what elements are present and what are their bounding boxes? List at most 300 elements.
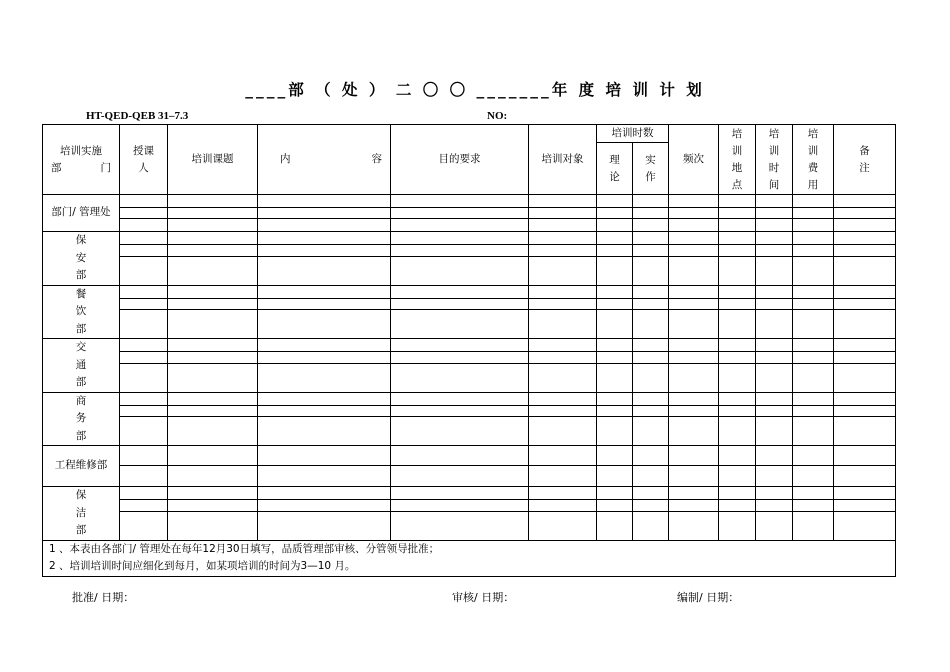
table-cell[interactable] xyxy=(120,466,168,487)
table-cell[interactable] xyxy=(669,511,719,540)
header-practice-text: 实作 xyxy=(645,153,656,183)
table-cell[interactable] xyxy=(834,310,896,339)
table-row xyxy=(43,256,896,285)
table-cell[interactable] xyxy=(258,500,391,511)
table-cell[interactable] xyxy=(168,352,258,363)
table-cell[interactable] xyxy=(258,363,391,392)
header-dept-char-a: 部 xyxy=(51,161,62,174)
table-cell[interactable] xyxy=(597,466,633,487)
dept-name: 保洁部 xyxy=(75,489,87,536)
table-cell[interactable] xyxy=(719,219,756,232)
table-cell[interactable] xyxy=(756,339,793,352)
header-remarks-text: 备注 xyxy=(859,144,870,174)
table-cell[interactable] xyxy=(529,339,597,352)
header-cost xyxy=(793,125,834,195)
table-cell[interactable] xyxy=(597,511,633,540)
table-cell[interactable] xyxy=(756,208,793,219)
table-row xyxy=(43,363,896,392)
table-cell[interactable] xyxy=(834,363,896,392)
table-cell[interactable] xyxy=(597,405,633,416)
header-dept-char-b: 门 xyxy=(100,161,111,174)
dept-cell xyxy=(43,487,120,541)
table-cell[interactable] xyxy=(834,298,896,309)
table-row xyxy=(43,339,896,352)
table-cell[interactable] xyxy=(669,446,719,466)
header-target-text: 培训对象 xyxy=(541,153,584,165)
table-cell[interactable] xyxy=(120,487,168,500)
table-cell[interactable] xyxy=(168,285,258,298)
table-cell[interactable] xyxy=(597,417,633,446)
table-cell[interactable] xyxy=(793,392,834,405)
dept-cell xyxy=(43,285,120,339)
table-cell[interactable] xyxy=(391,417,529,446)
table-cell[interactable] xyxy=(756,298,793,309)
table-cell[interactable] xyxy=(756,219,793,232)
table-cell[interactable] xyxy=(391,245,529,256)
table-cell[interactable] xyxy=(168,195,258,208)
table-cell[interactable] xyxy=(793,511,834,540)
table-cell[interactable] xyxy=(597,500,633,511)
table-cell[interactable] xyxy=(633,208,669,219)
table-cell[interactable] xyxy=(793,487,834,500)
table-cell[interactable] xyxy=(756,446,793,466)
table-cell[interactable] xyxy=(529,405,597,416)
dept-name: 保安部 xyxy=(75,234,87,281)
table-cell[interactable] xyxy=(391,352,529,363)
table-cell[interactable] xyxy=(391,298,529,309)
table-cell[interactable] xyxy=(391,405,529,416)
table-cell[interactable] xyxy=(719,417,756,446)
table-cell[interactable] xyxy=(633,392,669,405)
table-cell[interactable] xyxy=(120,285,168,298)
table-cell[interactable] xyxy=(756,392,793,405)
table-cell[interactable] xyxy=(756,352,793,363)
table-cell[interactable] xyxy=(168,232,258,245)
table-cell[interactable] xyxy=(633,195,669,208)
table-cell[interactable] xyxy=(529,466,597,487)
table-cell[interactable] xyxy=(793,363,834,392)
table-cell[interactable] xyxy=(669,232,719,245)
table-cell[interactable] xyxy=(168,310,258,339)
dept-cell xyxy=(43,232,120,286)
table-cell[interactable] xyxy=(834,256,896,285)
table-cell[interactable] xyxy=(391,392,529,405)
table-cell[interactable] xyxy=(719,195,756,208)
table-cell[interactable] xyxy=(168,256,258,285)
table-cell[interactable] xyxy=(633,256,669,285)
table-cell[interactable] xyxy=(719,405,756,416)
table-cell[interactable] xyxy=(756,245,793,256)
table-cell[interactable] xyxy=(120,511,168,540)
table-cell[interactable] xyxy=(529,232,597,245)
table-cell[interactable] xyxy=(756,511,793,540)
table-cell[interactable] xyxy=(597,256,633,285)
table-cell[interactable] xyxy=(529,298,597,309)
table-cell[interactable] xyxy=(120,446,168,466)
table-cell[interactable] xyxy=(258,339,391,352)
table-cell[interactable] xyxy=(834,339,896,352)
table-cell[interactable] xyxy=(719,339,756,352)
table-cell[interactable] xyxy=(793,339,834,352)
table-cell[interactable] xyxy=(258,256,391,285)
table-cell[interactable] xyxy=(834,487,896,500)
table-cell[interactable] xyxy=(258,405,391,416)
table-cell[interactable] xyxy=(529,256,597,285)
header-theory-text: 理论 xyxy=(609,153,620,183)
table-cell[interactable] xyxy=(793,256,834,285)
table-cell[interactable] xyxy=(756,256,793,285)
table-cell[interactable] xyxy=(120,232,168,245)
dept-cell xyxy=(43,446,120,487)
table-cell[interactable] xyxy=(120,298,168,309)
table-cell[interactable] xyxy=(120,219,168,232)
table-cell[interactable] xyxy=(669,405,719,416)
table-cell[interactable] xyxy=(258,352,391,363)
table-cell[interactable] xyxy=(258,208,391,219)
table-cell[interactable] xyxy=(391,511,529,540)
table-cell[interactable] xyxy=(669,208,719,219)
table-cell[interactable] xyxy=(258,417,391,446)
table-cell[interactable] xyxy=(120,417,168,446)
table-cell[interactable] xyxy=(168,208,258,219)
dept-name: 商务部 xyxy=(75,394,87,442)
table-cell[interactable] xyxy=(834,446,896,466)
note-text: 1 、本表由各部门/ 管理处在每年12月30日填写，品质管理部审核、分管领导批准； xyxy=(43,540,896,558)
table-cell[interactable] xyxy=(529,487,597,500)
table-cell[interactable] xyxy=(669,487,719,500)
table-cell[interactable] xyxy=(120,405,168,416)
table-cell[interactable] xyxy=(669,352,719,363)
table-cell[interactable] xyxy=(834,208,896,219)
table-cell[interactable] xyxy=(633,352,669,363)
table-cell[interactable] xyxy=(756,466,793,487)
table-cell[interactable] xyxy=(834,232,896,245)
table-cell[interactable] xyxy=(834,405,896,416)
table-cell[interactable] xyxy=(633,417,669,446)
training-plan-table xyxy=(42,124,896,577)
review-date-label: 审核/ 日期： xyxy=(452,591,515,604)
table-cell[interactable] xyxy=(391,487,529,500)
table-cell[interactable] xyxy=(258,219,391,232)
table-cell[interactable] xyxy=(719,363,756,392)
table-cell[interactable] xyxy=(719,392,756,405)
table-cell[interactable] xyxy=(633,363,669,392)
table-cell[interactable] xyxy=(258,195,391,208)
table-cell[interactable] xyxy=(258,310,391,339)
table-cell[interactable] xyxy=(669,339,719,352)
table-cell[interactable] xyxy=(756,417,793,446)
table-cell[interactable] xyxy=(834,466,896,487)
header-time-text: 培训时间 xyxy=(768,127,780,191)
table-row xyxy=(43,487,896,500)
table-cell[interactable] xyxy=(793,232,834,245)
table-cell[interactable] xyxy=(168,487,258,500)
table-cell[interactable] xyxy=(633,405,669,416)
table-row xyxy=(43,219,896,232)
table-cell[interactable] xyxy=(793,285,834,298)
table-row xyxy=(43,285,896,298)
header-row xyxy=(43,125,896,143)
table-cell[interactable] xyxy=(391,446,529,466)
table-cell[interactable] xyxy=(120,392,168,405)
header-cost-text: 培训费用 xyxy=(807,127,819,191)
table-cell[interactable] xyxy=(168,500,258,511)
header-time xyxy=(756,125,793,195)
table-cell[interactable] xyxy=(391,500,529,511)
dept-cell xyxy=(43,195,120,232)
table-cell[interactable] xyxy=(120,208,168,219)
table-cell[interactable] xyxy=(597,392,633,405)
table-cell[interactable] xyxy=(793,298,834,309)
table-cell[interactable] xyxy=(597,310,633,339)
header-content-char-a: 内 xyxy=(280,153,291,165)
table-cell[interactable] xyxy=(669,298,719,309)
table-row xyxy=(43,500,896,511)
table-cell[interactable] xyxy=(168,405,258,416)
table-cell[interactable] xyxy=(391,339,529,352)
table-cell[interactable] xyxy=(793,310,834,339)
table-cell[interactable] xyxy=(633,245,669,256)
table-cell[interactable] xyxy=(719,256,756,285)
table-row xyxy=(43,298,896,309)
table-cell[interactable] xyxy=(597,208,633,219)
table-cell[interactable] xyxy=(529,392,597,405)
table-row xyxy=(43,245,896,256)
table-cell[interactable] xyxy=(168,392,258,405)
form-code: HT-QED-QEB 31–7.3 xyxy=(86,110,189,122)
table-cell[interactable] xyxy=(529,195,597,208)
table-cell[interactable] xyxy=(719,352,756,363)
table-cell[interactable] xyxy=(597,339,633,352)
table-cell[interactable] xyxy=(258,511,391,540)
table-cell[interactable] xyxy=(391,256,529,285)
table-cell[interactable] xyxy=(633,466,669,487)
table-cell[interactable] xyxy=(633,298,669,309)
table-cell[interactable] xyxy=(793,245,834,256)
table-cell[interactable] xyxy=(529,500,597,511)
table-cell[interactable] xyxy=(834,500,896,511)
table-cell[interactable] xyxy=(756,232,793,245)
table-cell[interactable] xyxy=(597,298,633,309)
table-cell[interactable] xyxy=(834,392,896,405)
table-cell[interactable] xyxy=(756,487,793,500)
table-cell[interactable] xyxy=(120,363,168,392)
dept-cell xyxy=(43,339,120,393)
table-cell[interactable] xyxy=(120,195,168,208)
table-cell[interactable] xyxy=(669,392,719,405)
table-cell[interactable] xyxy=(168,363,258,392)
table-cell[interactable] xyxy=(529,417,597,446)
table-cell[interactable] xyxy=(120,339,168,352)
table-cell[interactable] xyxy=(633,339,669,352)
table-cell[interactable] xyxy=(669,219,719,232)
table-cell[interactable] xyxy=(529,446,597,466)
table-cell[interactable] xyxy=(168,417,258,446)
table-cell[interactable] xyxy=(834,195,896,208)
note-text: 2 、培训培训时间应细化到每月，如某项培训的时间为3—10 月。 xyxy=(43,558,896,576)
table-cell[interactable] xyxy=(756,195,793,208)
table-cell[interactable] xyxy=(120,352,168,363)
table-cell[interactable] xyxy=(756,500,793,511)
table-cell[interactable] xyxy=(793,500,834,511)
table-cell[interactable] xyxy=(669,417,719,446)
header-location-text: 培训地点 xyxy=(731,127,743,191)
table-cell[interactable] xyxy=(756,285,793,298)
table-cell[interactable] xyxy=(258,245,391,256)
table-cell[interactable] xyxy=(633,487,669,500)
table-cell[interactable] xyxy=(633,446,669,466)
header-purpose: 目的要求 xyxy=(391,125,529,195)
table-cell[interactable] xyxy=(669,310,719,339)
table-cell[interactable] xyxy=(258,392,391,405)
table-cell[interactable] xyxy=(597,363,633,392)
header-dept xyxy=(43,125,120,195)
table-row xyxy=(43,511,896,540)
form-number-label: NO: xyxy=(487,110,508,122)
table-cell[interactable] xyxy=(391,208,529,219)
table-cell[interactable] xyxy=(633,232,669,245)
table-cell[interactable] xyxy=(719,298,756,309)
table-cell[interactable] xyxy=(719,245,756,256)
table-cell[interactable] xyxy=(793,466,834,487)
table-cell[interactable] xyxy=(633,285,669,298)
table-cell[interactable] xyxy=(719,511,756,540)
table-cell[interactable] xyxy=(793,417,834,446)
table-cell[interactable] xyxy=(793,405,834,416)
table-cell[interactable] xyxy=(834,219,896,232)
table-cell[interactable] xyxy=(793,219,834,232)
page-title: ____部 （ 处 ） 二 〇 〇 _______年 度 培 训 计 划 xyxy=(245,81,705,99)
table-cell[interactable] xyxy=(719,446,756,466)
header-content xyxy=(258,125,391,195)
table-cell[interactable] xyxy=(258,487,391,500)
approve-date-label: 批准/ 日期： xyxy=(72,591,135,604)
header-topic: 培训课题 xyxy=(168,125,258,195)
note-row xyxy=(43,540,896,558)
table-cell[interactable] xyxy=(120,245,168,256)
table-cell[interactable] xyxy=(597,446,633,466)
table-cell[interactable] xyxy=(669,466,719,487)
table-row xyxy=(43,195,896,208)
table-cell[interactable] xyxy=(793,195,834,208)
table-cell[interactable] xyxy=(391,285,529,298)
table-cell[interactable] xyxy=(391,310,529,339)
table-cell[interactable] xyxy=(529,511,597,540)
table-cell[interactable] xyxy=(258,285,391,298)
table-cell[interactable] xyxy=(669,195,719,208)
header-theory xyxy=(597,143,633,195)
table-cell[interactable] xyxy=(719,466,756,487)
table-cell[interactable] xyxy=(834,511,896,540)
table-cell[interactable] xyxy=(597,285,633,298)
table-cell[interactable] xyxy=(168,219,258,232)
table-row xyxy=(43,446,896,466)
table-cell[interactable] xyxy=(756,363,793,392)
table-cell[interactable] xyxy=(529,310,597,339)
table-cell[interactable] xyxy=(168,339,258,352)
table-cell[interactable] xyxy=(669,285,719,298)
table-cell[interactable] xyxy=(756,405,793,416)
table-cell[interactable] xyxy=(529,285,597,298)
table-cell[interactable] xyxy=(168,511,258,540)
table-cell[interactable] xyxy=(834,417,896,446)
table-cell[interactable] xyxy=(391,466,529,487)
table-cell[interactable] xyxy=(391,219,529,232)
table-cell[interactable] xyxy=(793,352,834,363)
table-cell[interactable] xyxy=(834,245,896,256)
table-cell[interactable] xyxy=(597,352,633,363)
table-row xyxy=(43,232,896,245)
table-cell[interactable] xyxy=(120,500,168,511)
table-cell[interactable] xyxy=(529,352,597,363)
table-cell[interactable] xyxy=(258,446,391,466)
table-cell[interactable] xyxy=(719,487,756,500)
table-cell[interactable] xyxy=(529,208,597,219)
table-cell[interactable] xyxy=(529,245,597,256)
table-cell[interactable] xyxy=(719,232,756,245)
table-cell[interactable] xyxy=(168,245,258,256)
table-cell[interactable] xyxy=(529,363,597,392)
table-cell[interactable] xyxy=(597,487,633,500)
header-content-text xyxy=(258,151,390,168)
dept-cell xyxy=(43,392,120,446)
table-cell[interactable] xyxy=(633,310,669,339)
table-cell[interactable] xyxy=(793,446,834,466)
table-cell[interactable] xyxy=(669,363,719,392)
table-cell[interactable] xyxy=(597,219,633,232)
table-cell[interactable] xyxy=(756,310,793,339)
table-cell[interactable] xyxy=(168,298,258,309)
table-cell[interactable] xyxy=(669,245,719,256)
table-cell[interactable] xyxy=(633,500,669,511)
table-cell[interactable] xyxy=(120,256,168,285)
table-cell[interactable] xyxy=(258,466,391,487)
table-cell[interactable] xyxy=(597,245,633,256)
table-cell[interactable] xyxy=(669,500,719,511)
table-cell[interactable] xyxy=(391,195,529,208)
table-cell[interactable] xyxy=(719,208,756,219)
table-cell[interactable] xyxy=(258,298,391,309)
table-cell[interactable] xyxy=(719,285,756,298)
table-row xyxy=(43,310,896,339)
dept-name: 餐饮部 xyxy=(75,287,87,335)
dept-name: 交通部 xyxy=(75,341,87,388)
table-cell[interactable] xyxy=(719,500,756,511)
table-cell[interactable] xyxy=(391,363,529,392)
compile-date-label: 编制/ 日期： xyxy=(677,591,740,604)
table-cell[interactable] xyxy=(168,446,258,466)
header-practice xyxy=(633,143,669,195)
table-cell[interactable] xyxy=(529,219,597,232)
table-cell[interactable] xyxy=(168,466,258,487)
table-cell[interactable] xyxy=(669,256,719,285)
header-dept-line2 xyxy=(43,160,119,177)
table-cell[interactable] xyxy=(597,195,633,208)
table-cell[interactable] xyxy=(633,511,669,540)
table-cell[interactable] xyxy=(834,352,896,363)
table-cell[interactable] xyxy=(633,219,669,232)
table-cell[interactable] xyxy=(719,310,756,339)
table-cell[interactable] xyxy=(120,310,168,339)
table-cell[interactable] xyxy=(391,232,529,245)
dept-name: 部门/ 管理处 xyxy=(51,206,111,219)
table-cell[interactable] xyxy=(258,232,391,245)
dept-name: 工程维修部 xyxy=(54,459,108,472)
table-cell[interactable] xyxy=(793,208,834,219)
table-cell[interactable] xyxy=(597,232,633,245)
table-row xyxy=(43,417,896,446)
table-cell[interactable] xyxy=(834,285,896,298)
